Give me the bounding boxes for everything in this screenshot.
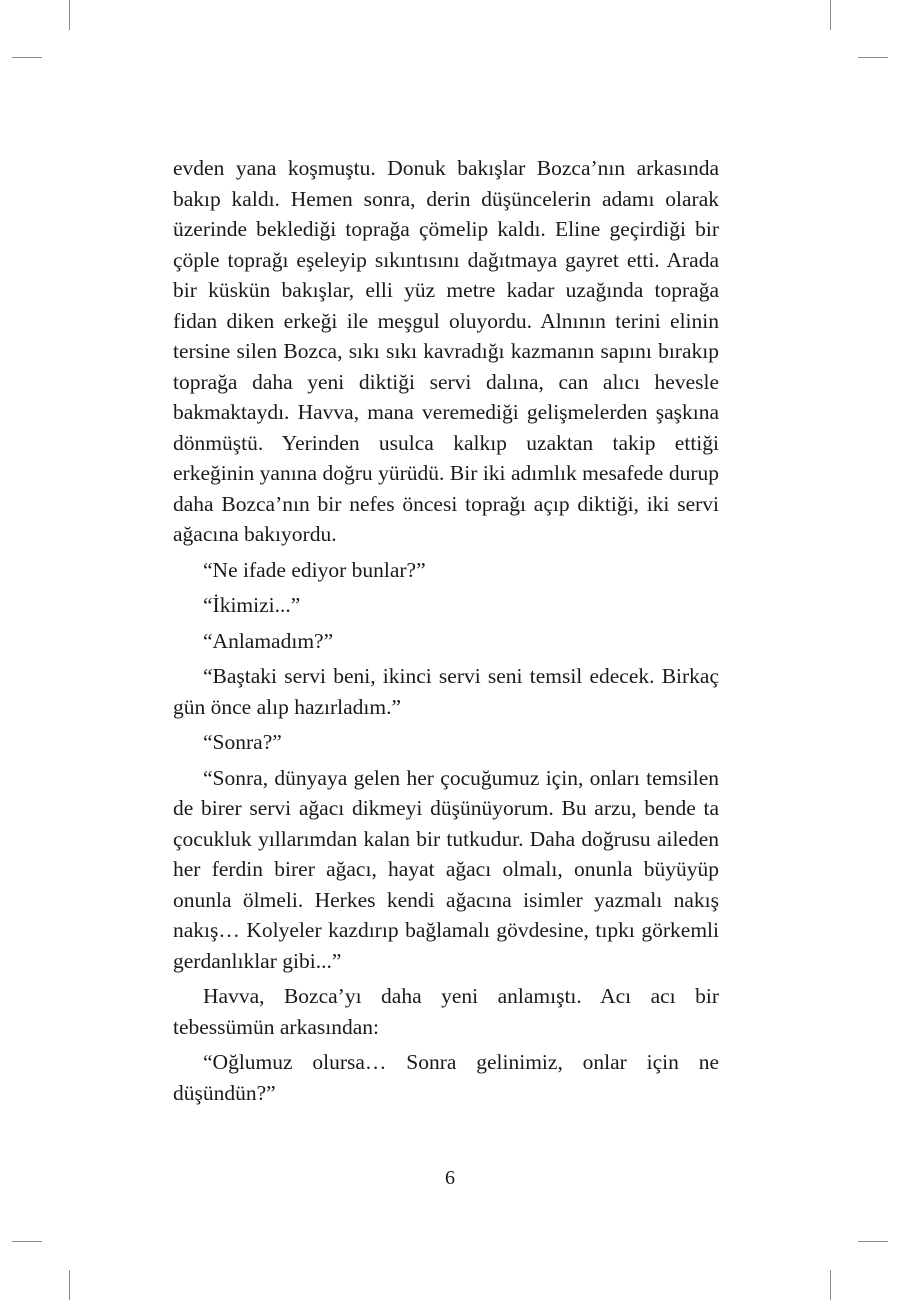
- crop-mark: [830, 0, 831, 30]
- paragraph: Havva, Bozca’yı daha yeni anlamıştı. Acı acı bir tebessümün arkasından:: [173, 984, 719, 1039]
- paragraph: “Baştaki servi beni, ikinci servi seni temsil edecek. Birkaç gün önce alıp hazırladım.”: [173, 664, 719, 719]
- page-number: 6: [445, 1167, 455, 1189]
- paragraph: “Anlamadım?”: [203, 628, 334, 653]
- paragraph: “İkimizi...”: [203, 593, 301, 617]
- paragraph: “Ne ifade ediyor bunlar?”: [203, 557, 426, 582]
- paragraph: evden yana koşmuştu. Donuk bakışlar Bozca’nın arkasında bakıp kaldı. Hemen sonra, derin düşüncelerin adamı olarak üzerinde beklediği toprağa çömelip kaldı. Eline geçirdiği bir çöple toprağı eşeleyip sıkıntısını dağıtmaya gayret etti. Arada bir küskün bakışlar, elli yüz metre kadar uzağında toprağa fidan diken erkeği ile meşgul oluyordu. Alnının terini elinin tersine silen Bozca, sıkı sıkı kavradığı kazmanın sapını bırakıp toprağa daha yeni diktiği servi dalına, can alıcı hevesle bakmaktaydı. Havva, mana veremediği gelişmelerden şaşkına dönmüştü. Yerinden usulca kalkıp uzaktan takip ettiği erkeğinin yanına doğru yürüdü. Bir iki adımlık mesafede durup daha Bozca’nın bir nefes öncesi toprağı açıp diktiği, iki servi ağacına bakıyordu.: [173, 156, 719, 546]
- crop-mark: [69, 0, 70, 30]
- paragraph: “Sonra?”: [203, 730, 282, 754]
- crop-mark: [830, 1270, 831, 1300]
- crop-mark: [12, 57, 42, 58]
- crop-mark: [69, 1270, 70, 1300]
- paragraph: “Oğlumuz olursa… Sonra gelinimiz, onlar için ne düşündün?”: [173, 1050, 719, 1105]
- paragraph: “Sonra, dünyaya gelen her çocuğumuz için, onları temsilen de birer servi ağacı dikmeyi düşünüyorum. Bu arzu, bende ta çocukluk yıllarımdan kalan bir tutkudur. Daha doğrusu aileden her ferdin birer ağacı, hayat ağacı olmalı, onunla büyüyüp onunla ölmeli. Herkes kendi ağacına isimler yazmalı nakış nakış… Kolyeler kazdırıp bağlamalı gövdesine, tıpkı görkemli gerdanlıklar gibi...”: [173, 765, 719, 973]
- body-text: [173, 153, 719, 1108]
- crop-mark: [12, 1241, 42, 1242]
- crop-mark: [858, 1241, 888, 1242]
- crop-mark: [858, 57, 888, 58]
